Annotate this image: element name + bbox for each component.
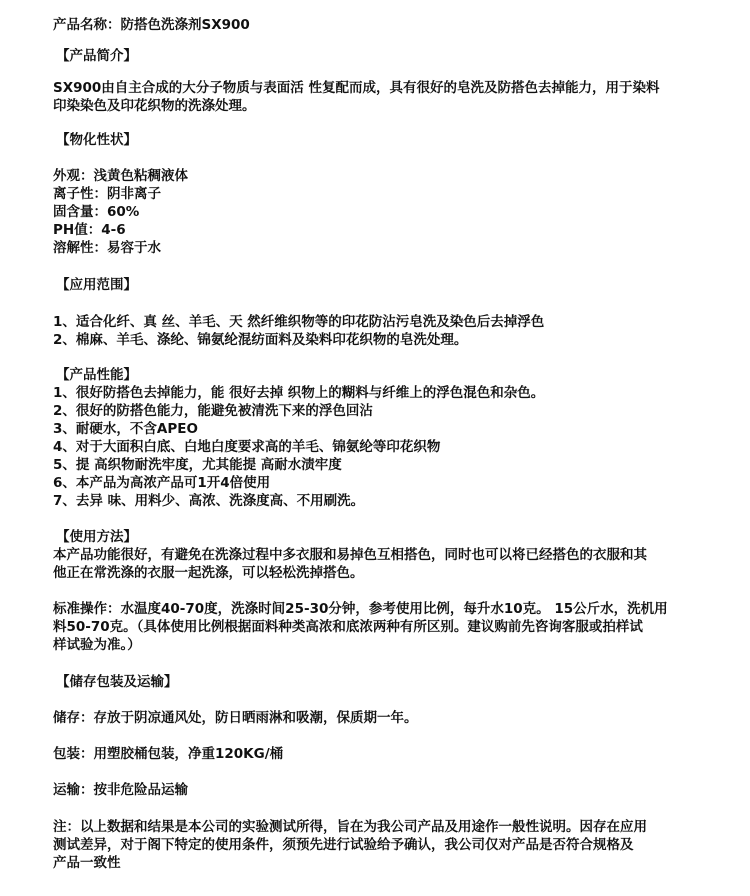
scope-line-2: 2、棉麻、羊毛、涤纶、锦氨纶混纺面料及染料印花织物的皂洗处理。 [53,332,468,348]
section-performance-heading: 【产品性能】 [56,367,137,383]
section-scope-heading: 【应用范围】 [56,277,137,293]
prop-ph: PH值：4-6 [53,222,126,238]
note-line-1: 注：以上数据和结果是本公司的实验测试所得，旨在为我公司产品及用途作一般性说明。因存在应用 [53,819,647,835]
standard-line-2: 料50-70克。（具体使用比例根据面料种类高浓和底浓两种有所区别。建议购前先咨询客服或拍样试 [53,619,643,635]
prop-solid: 固含量：60% [53,204,140,220]
package-line: 包装：用塑胶桶包装，净重120KG/桶 [53,746,284,762]
scope-line-1: 1、适合化纤、真 丝、羊毛、天 然纤维织物等的印花防沾污皂洗及染色后去掉浮色 [53,314,545,330]
standard-line-1: 标准操作：水温度40-70度，洗涤时间25-30分钟，参考使用比例，每升水10克。 15公斤水，洗机用 [53,601,668,617]
perf-line-2: 2、很好的防搭色能力，能避免被清洗下来的浮色回沾 [53,403,373,419]
prop-appearance: 外观：浅黄色粘稠液体 [53,168,188,184]
intro-line-2: 印染染色及印花织物的洗涤处理。 [53,98,256,114]
perf-line-1: 1、很好防搭色去掉能力，能 很好去掉 织物上的糊料与纤维上的浮色混色和杂色。 [53,385,545,401]
perf-line-5: 5、提 高织物耐洗牢度，尤其能提 高耐水渍牢度 [53,457,342,473]
perf-line-3: 3、耐硬水，不含APEO [53,421,198,437]
section-storage-heading: 【储存包装及运输】 [56,674,178,690]
product-name-line: 产品名称：防搭色洗涤剂SX900 [53,17,250,33]
prop-solubility: 溶解性：易容于水 [53,240,161,256]
note-line-3: 产品一致性 [53,855,121,871]
storage-line: 储存：存放于阴凉通风处，防日晒雨淋和吸潮，保质期一年。 [53,710,418,726]
note-line-2: 测试差异，对于阁下特定的使用条件，须预先进行试验给予确认，我公司仅对产品是否符合规格及 [53,837,634,853]
standard-line-3: 样试验为准。） [53,637,141,653]
intro-line-1: SX900由自主合成的大分子物质与表面活 性复配而成，具有很好的皂洗及防搭色去掉能力，用于染料 [53,80,660,96]
usage-line-2: 他正在常洗涤的衣服一起洗涤，可以轻松洗掉搭色。 [53,565,364,581]
section-properties-heading: 【物化性状】 [56,132,137,148]
section-intro-heading: 【产品简介】 [56,48,137,64]
usage-line-1: 本产品功能很好，有避免在洗涤过程中多衣服和易掉色互相搭色，同时也可以将已经搭色的衣服和其 [53,547,647,563]
transport-line: 运输：按非危险品运输 [53,782,188,798]
perf-line-6: 6、本产品为高浓产品可1开4倍使用 [53,475,271,491]
perf-line-4: 4、对于大面积白底、白地白度要求高的羊毛、锦氨纶等印花织物 [53,439,441,455]
perf-line-7: 7、去异 味、用料少、高浓、洗涤度高、不用刷洗。 [53,493,365,509]
prop-ionic: 离子性：阴非离子 [53,186,161,202]
section-usage-heading: 【使用方法】 [56,529,137,545]
